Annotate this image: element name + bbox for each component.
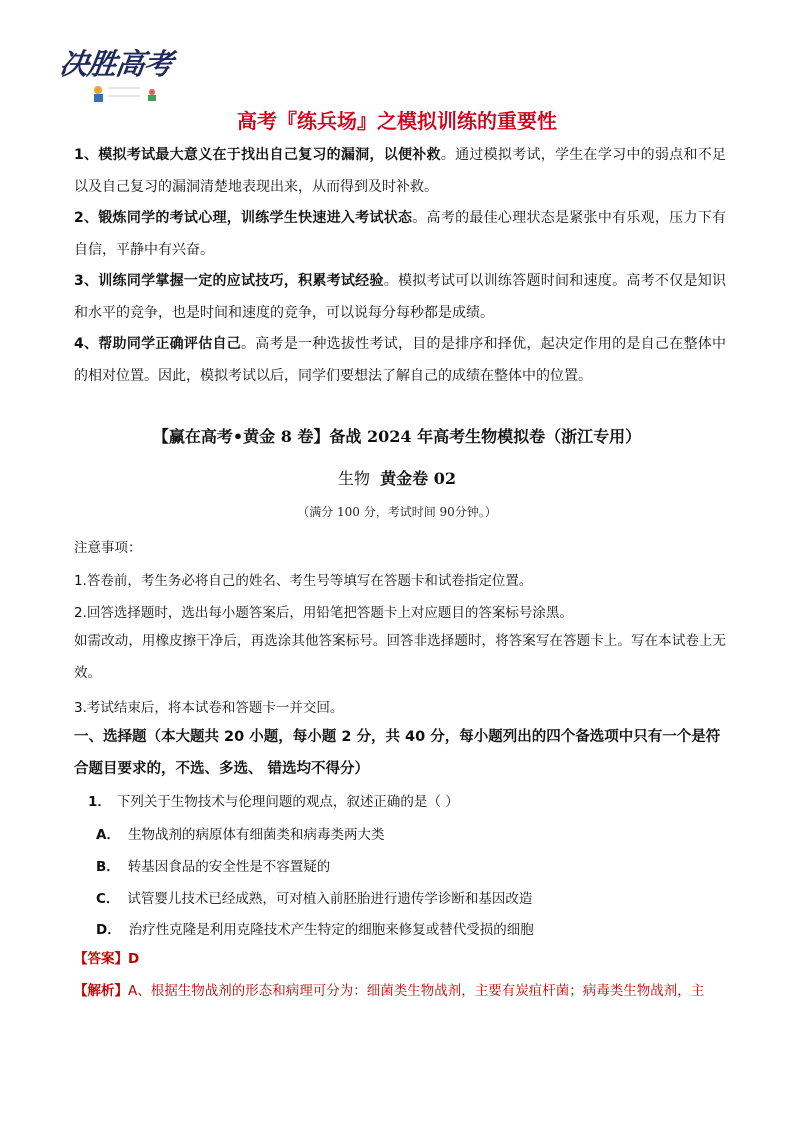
intro-lead-3: 3、训练同学掌握一定的应试技巧，积累考试经验 (74, 273, 384, 289)
option-b-text: 转基因食品的安全性是不容置疑的 (127, 859, 331, 875)
question-stem (88, 790, 459, 810)
analysis-line (74, 979, 726, 999)
option-c-text: 试管婴儿技术已经成熟，可对植入前胚胎进行遗传学诊断和基因改造 (127, 891, 533, 907)
intro-text-4: 。高考是一种选拔性考试，目的是排序和择优，起决定作用的是自己在整体中的相对位置。因此，模拟考试以后，同学们要想法了解自己的成绩在整体中的位置。 (74, 336, 726, 384)
option-c (96, 887, 532, 907)
intro-paragraph-4 (74, 329, 726, 392)
option-b-key: B． (96, 859, 120, 875)
notice-item-2: 2.回答选择题时，选出每小题答案后，用铅笔把答题卡上对应题目的答案标号涂黑。 (74, 605, 573, 621)
intro-text-1: 。通过模拟考试，学生在学习中的弱点和不足以及自己复习的漏洞清楚地表现出来，从而得到及时补救。 (74, 147, 726, 195)
intro-lead-4: 4、帮助同学正确评估自己 (74, 336, 242, 352)
intro-lead-2: 2、锻炼同学的考试心理，训练学生快速进入考试状态 (74, 210, 413, 226)
intro-lead-1: 1、模拟考试最大意义在于找出自己复习的漏洞，以便补救 (74, 147, 441, 163)
option-d-text: 治疗性克隆是利用克隆技术产生特定的细胞来修复或替代受损的细胞 (128, 922, 534, 938)
question-number: 1． (88, 794, 111, 810)
intro-paragraph-1 (74, 140, 726, 203)
question-text: 下列关于生物技术与伦理问题的观点，叙述正确的是（ ） (116, 794, 459, 810)
option-a (96, 823, 384, 843)
exam-subject: 生物 (337, 469, 370, 488)
intro-text-3: 。模拟考试可以训练答题时间和速度。高考不仅是知识和水平的竞争，也是时间和速度的竞争，可以说每分每秒都是成绩。 (74, 273, 726, 321)
notice-item-4: 3.考试结束后，将本试卷和答题卡一并交回。 (74, 700, 344, 716)
exam-subject-line (0, 466, 794, 489)
brand-logo (57, 42, 175, 108)
page-title: 高考『练兵场』之模拟训练的重要性 (237, 109, 557, 133)
option-a-key: A． (96, 827, 120, 843)
brand-logo-text: 决胜高考 (57, 47, 175, 81)
answer-value: D (128, 951, 140, 967)
analysis-label: 【解析】 (74, 983, 128, 999)
option-d (96, 918, 534, 938)
answer-line (74, 947, 139, 967)
option-c-key: C． (96, 891, 120, 907)
intro-text-2: 。高考的最佳心理状态是紧张中有乐观，压力下有自信，平静中有兴奋。 (74, 210, 726, 258)
option-d-key: D． (96, 922, 121, 938)
option-b (96, 855, 330, 875)
intro-paragraph-3 (74, 266, 726, 329)
answer-label: 【答案】 (74, 951, 128, 967)
option-a-text: 生物战剂的病原体有细菌类和病毒类两大类 (127, 827, 385, 843)
notice-item-1: 1.答卷前，考生务必将自己的姓名、考生号等填写在答题卡和试卷指定位置。 (74, 573, 533, 589)
exam-meta: （满分 100 分，考试时间 90分钟。） (297, 505, 497, 519)
logo-illustration-icon (90, 82, 160, 104)
intro-paragraph-2 (74, 203, 726, 266)
exam-title: 【赢在高考•黄金 8 卷】备战 2024 年高考生物模拟卷（浙江专用） (152, 427, 642, 446)
exam-paper: 黄金卷 02 (380, 469, 457, 488)
section-heading: 一、选择题（本大题共 20 小题，每小题 2 分，共 40 分，每小题列出的四个备选项中只有一个是符合题目要求的，不选、多选、 错选均不得分） (74, 729, 721, 777)
notice-item-3: 如需改动，用橡皮擦干净后，再选涂其他答案标号。回答非选择题时，将答案写在答题卡上。写在本试卷上无效。 (74, 633, 726, 681)
notice-heading: 注意事项： (74, 540, 142, 556)
analysis-text: A、根据生物战剂的形态和病理可分为：细菌类生物战剂，主要有炭疽杆菌；病毒类生物战剂，主 (128, 983, 705, 999)
